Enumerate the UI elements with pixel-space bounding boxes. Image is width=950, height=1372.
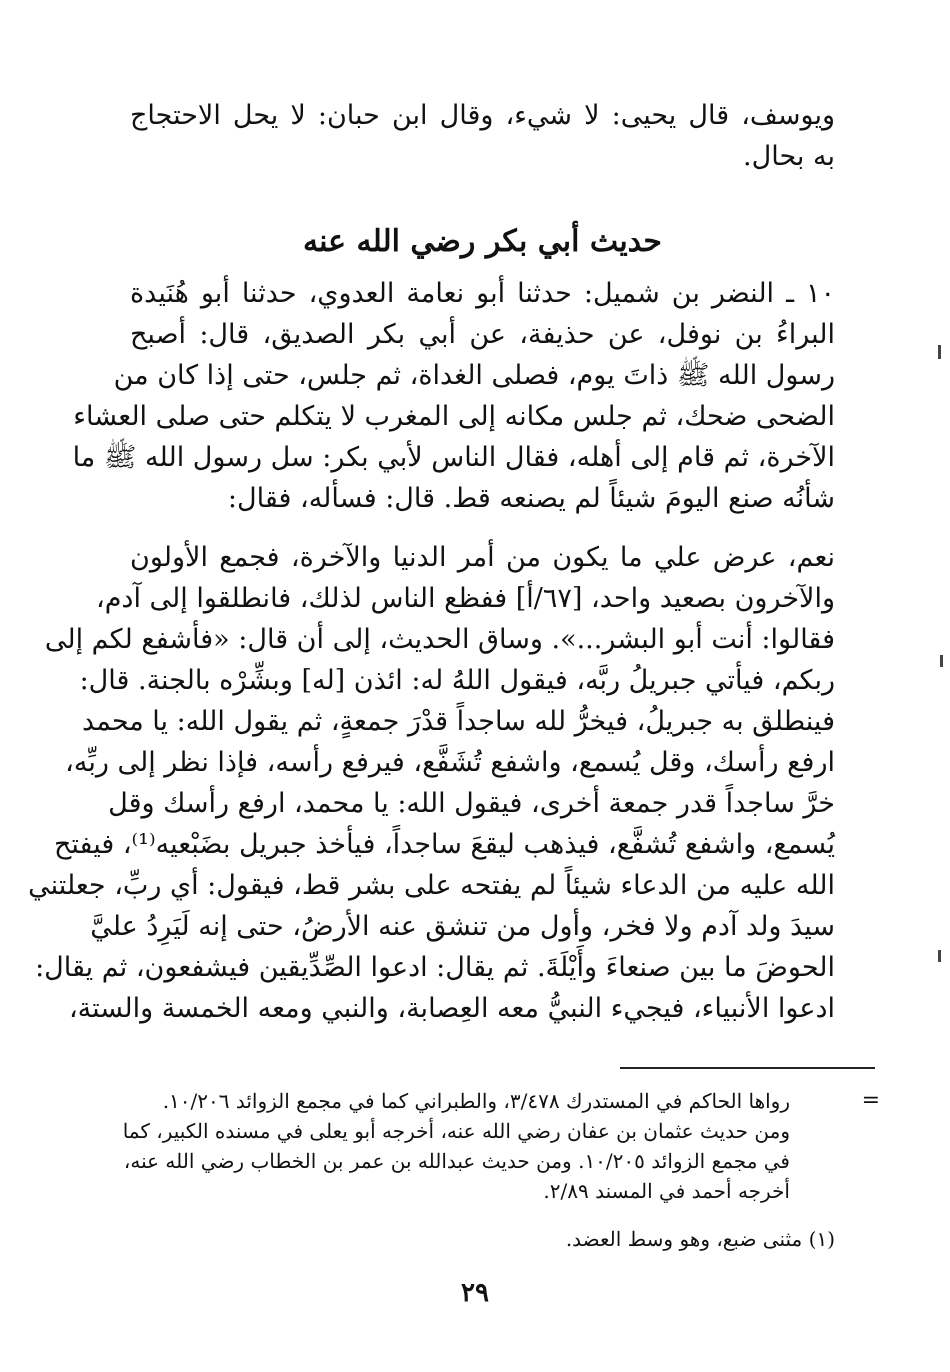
scan-edge-mark (940, 655, 943, 667)
continuation-text (130, 95, 835, 177)
scan-edge-mark (938, 345, 941, 359)
text-line: شأنُه صنع اليومَ شيئاً لم يصنعه قط. قال: فسأله، فقال: (227, 483, 835, 514)
text-line: الحوضَ ما بين صنعاءَ وأَيْلَةَ. ثم يقال: ادعوا الصِّدِّيقين فيشفعون، ثم يقال: (35, 952, 835, 983)
footnote-line: (١) مثنى ضبع، وهو وسط العضد. (565, 1227, 835, 1251)
footnote-line: رواها الحاكم في المستدرك ٣/٤٧٨، والطبراني كما في مجمع الزوائد ١٠/٢٠٦. (162, 1089, 790, 1113)
footnote-1 (130, 1224, 835, 1254)
text-line: فينطلق به جبريلُ، فيخرُّ لله ساجداً قدْرَ جمعةٍ، ثم يقول الله: يا محمد (82, 706, 835, 737)
footnote-line: أخرجه أحمد في المسند ٢/٨٩. (543, 1179, 790, 1203)
text-line: الضحى ضحك، ثم جلس مكانه إلى المغرب لا يتكلم حتى صلى العشاء (73, 401, 835, 432)
text-line: رسول الله ﷺ ذاتَ يوم، فصلى الغداة، ثم جلس، حتى إذا كان من (113, 360, 835, 391)
text-line: ويوسف، قال يحيى: لا شيء، وقال ابن حبان: لا يحل الاحتجاج (130, 100, 835, 131)
text-line: ربكم، فيأتي جبريلُ ربَّه، فيقول اللهُ له: ائذن [له] وبشِّرْه بالجنة. قال: (79, 665, 835, 696)
footnote-continuation-marker: = (861, 1088, 880, 1113)
footnote-line: في مجمع الزوائد ١٠/٢٠٥. ومن حديث عبدالله بن عمر بن الخطاب رضي الله عنه، (123, 1149, 790, 1173)
text-line: والآخرون بصعيد واحد، [٦٧/أ] ففظع الناس لذلك، فانطلقوا إلى آدم، (96, 583, 835, 614)
footnote-continuation (122, 1086, 790, 1206)
text-line: الله عليه من الدعاء شيئاً لم يفتحه على بشر قط، فيقول: أي ربِّ، جعلتني (28, 870, 835, 901)
footnote-separator (620, 1067, 875, 1069)
text-line: الآخرة، ثم قام إلى أهله، فقال الناس لأبي بكر: سل رسول الله ﷺ ما (72, 442, 835, 473)
text-line: يُسمع، واشفع تُشفَّع، فيذهب ليقعَ ساجداً، فيأخذ جبريل بضَبْعيه⁽¹⁾، فيفتح (53, 829, 835, 860)
text-line: سيدَ ولد آدم ولا فخر، وأول من تنشق عنه الأرضُ، حتى إنه لَيَرِدُ عليَّ (90, 911, 835, 942)
page-number: ٢٩ (461, 1278, 489, 1308)
text-line: ارفع رأسك، وقل يُسمع، واشفع تُشَفَّع، فيرفع رأسه، فإذا نظر إلى ربِّه، (65, 747, 835, 778)
text-line: خرَّ ساجداً قدر جمعة أخرى، فيقول الله: يا محمد، ارفع رأسك وقل (108, 788, 835, 819)
scan-edge-mark (938, 950, 941, 962)
section-heading: حديث أبي بكر رضي الله عنه (303, 224, 662, 259)
text-line: البراءُ بن نوفل، عن حذيفة، عن أبي بكر الصديق، قال: أصبح (130, 319, 835, 350)
text-line: ادعوا الأنبياء، فيجيء النبيُّ معه العِصابة، والنبي ومعه الخمسة والستة، (68, 993, 835, 1024)
text-line: فقالوا: أنت أبو البشر...». وساق الحديث، إلى أن قال: «فأشفع لكم إلى (44, 624, 835, 655)
footnote-line: ومن حديث عثمان بن عفان رضي الله عنه، أخرجه أبو يعلى في مسنده الكبير، كما (122, 1119, 790, 1143)
hadith-paragraph-1 (72, 273, 836, 519)
hadith-paragraph-2 (28, 537, 835, 1029)
text-line: ١٠ ـ النضر بن شميل: حدثنا أبو نعامة العدوي، حدثنا أبو هُنَيدة (130, 278, 836, 309)
text-line: نعم، عرض علي ما يكون من أمر الدنيا والآخرة، فجمع الأولون (130, 542, 835, 573)
text-line: به بحال. (743, 141, 835, 172)
